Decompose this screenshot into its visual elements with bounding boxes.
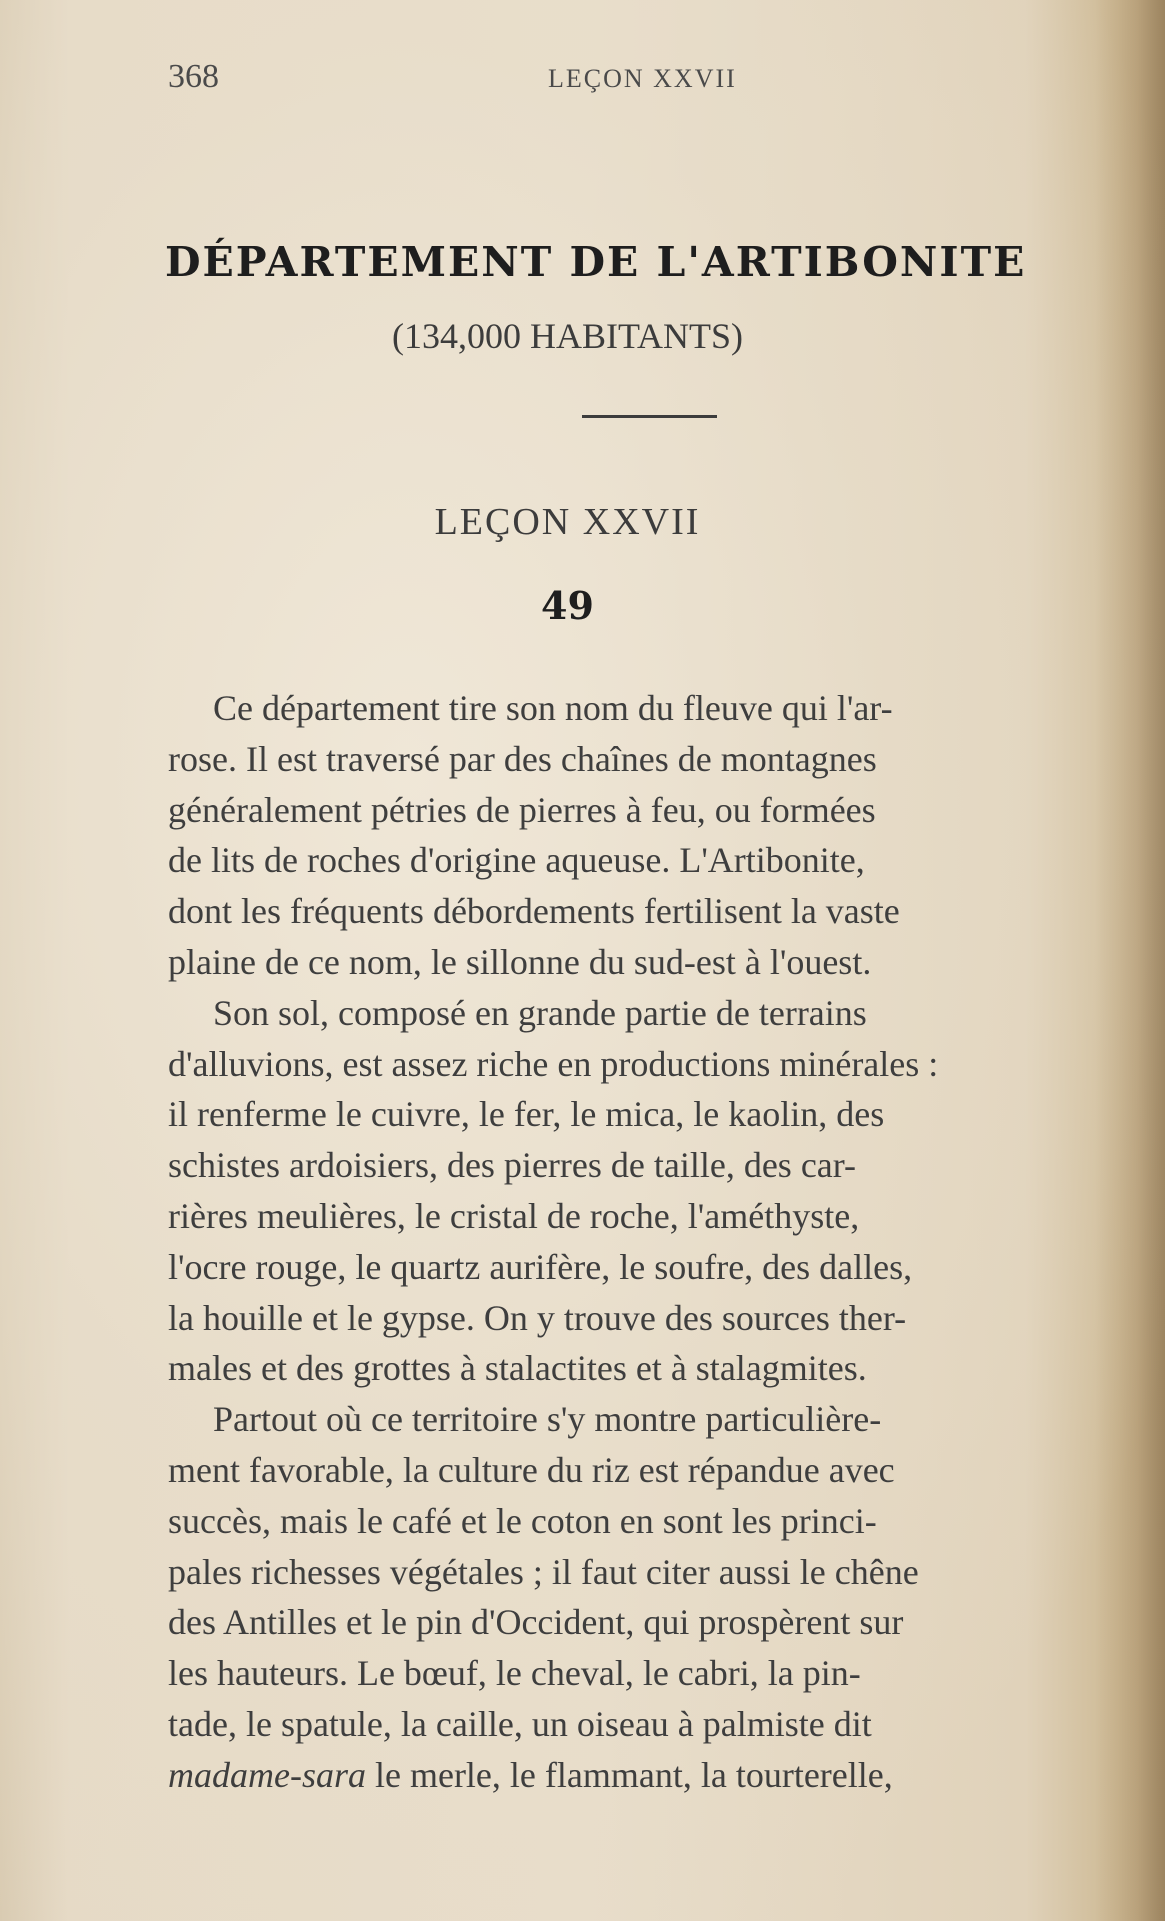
body-text: [168, 683, 1128, 1801]
text-line: généralement pétries de pierres à feu, ou formées: [168, 789, 876, 830]
divider-rule: [582, 415, 717, 418]
text-line: males et des grottes à stalactites et à stalagmites.: [168, 1348, 867, 1389]
text-line: Ce département tire son nom du fleuve qui l'ar-: [213, 688, 893, 728]
population-subtitle: (134,000 HABITANTS): [391, 316, 744, 356]
lesson-heading: LEÇON XXVII: [434, 501, 701, 543]
running-title: LEÇON XXVII: [548, 64, 737, 93]
section-number: 49: [541, 583, 594, 628]
text-line: de lits de roches d'origine aqueuse. L'Artibonite,: [168, 840, 865, 881]
text-line: pales richesses végétales ; il faut citer aussi le chêne: [168, 1551, 919, 1592]
text-line: dont les fréquents débordements fertilisent la vaste: [168, 891, 900, 932]
text-line: Son sol, composé en grande partie de terrains: [213, 992, 867, 1033]
text-line: la houille et le gypse. On y trouve des sources ther-: [168, 1297, 907, 1338]
text-line: succès, mais le café et le coton en sont les princi-: [168, 1500, 877, 1541]
text-line: des Antilles et le pin d'Occident, qui prospèrent sur: [168, 1602, 904, 1643]
text-line: Partout où ce territoire s'y montre particulière-: [213, 1399, 882, 1440]
text-line: tade, le spatule, la caille, un oiseau à palmiste dit: [168, 1703, 872, 1744]
page-number: 368: [168, 58, 219, 95]
text-line: schistes ardoisiers, des pierres de taille, des car-: [168, 1145, 857, 1186]
text-line: rose. Il est traversé par des chaînes de montagnes: [168, 738, 877, 779]
text-line: d'alluvions, est assez riche en productions minérales :: [168, 1043, 939, 1084]
running-head: [168, 58, 1038, 98]
text-line: plaine de ce nom, le sillonne du sud-est à l'ouest.: [168, 941, 872, 982]
text-line: l'ocre rouge, le quartz aurifère, le soufre, des dalles,: [168, 1246, 913, 1287]
text-line: les hauteurs. Le bœuf, le cheval, le cabri, la pin-: [168, 1653, 861, 1694]
text-line-rest: le merle, le flammant, la tourterelle,: [365, 1754, 893, 1795]
italic-term: madame-sara: [168, 1754, 366, 1795]
text-line: ment favorable, la culture du riz est répandue avec: [168, 1449, 895, 1490]
text-line: il renferme le cuivre, le fer, le mica, le kaolin, des: [168, 1094, 885, 1135]
department-title: DÉPARTEMENT DE L'ARTIBONITE: [165, 238, 1027, 286]
text-line: rières meulières, le cristal de roche, l'améthyste,: [168, 1195, 860, 1236]
text-line-last: [168, 1750, 1128, 1801]
